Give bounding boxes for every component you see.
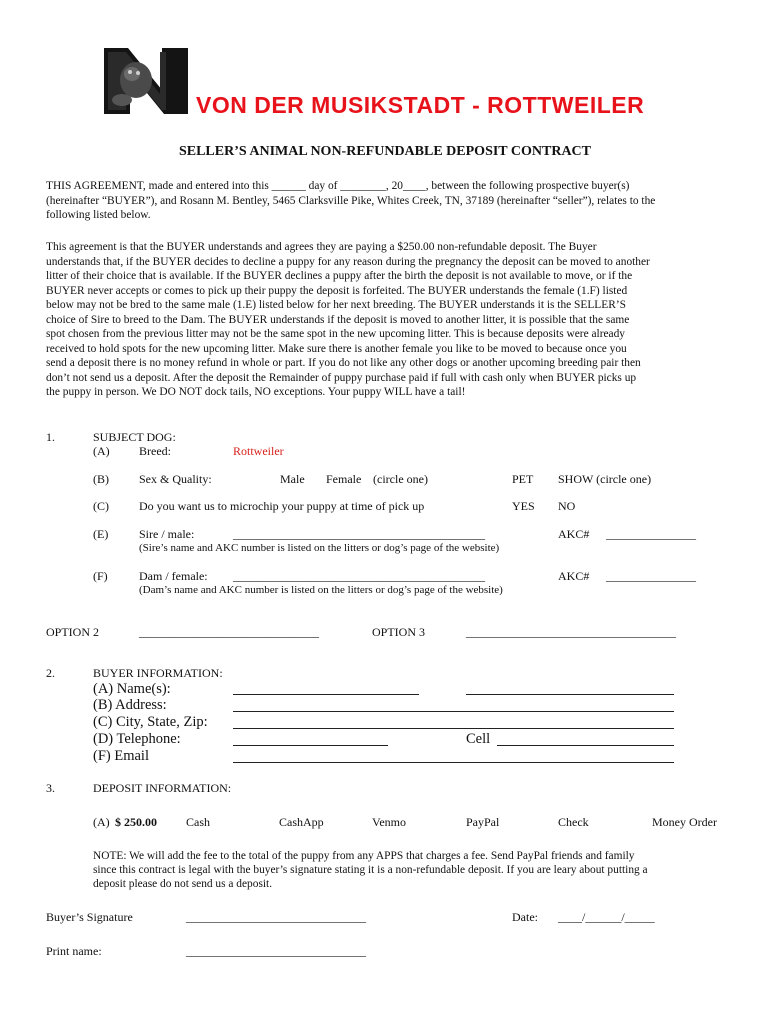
- name-label: (A) Name(s):: [93, 681, 171, 697]
- logo-n-graphic: [100, 44, 192, 118]
- section3-heading: DEPOSIT INFORMATION:: [93, 781, 232, 795]
- item-c-label: (C): [93, 499, 109, 513]
- breed-value: Rottweiler: [233, 444, 284, 458]
- male-option[interactable]: Male: [280, 472, 305, 486]
- agreement-line: the puppy in person. We DO NOT dock tails, NO exceptions. Your puppy WILL have a tail!: [46, 386, 466, 398]
- agreement-line: litter of their choice that is available. If the BUYER declines a puppy after the birth the deposit is not available to move, or if the: [46, 270, 633, 282]
- logo: [100, 44, 192, 118]
- sire-note: (Sire’s name and AKC number is listed on the litters or dog’s page of the website): [139, 542, 500, 554]
- option-3-field[interactable]: ___________________________________: [466, 625, 676, 639]
- circle-one-note: (circle one): [373, 472, 428, 486]
- item-f-label: (F): [93, 569, 108, 583]
- breed-label: Breed:: [139, 444, 171, 458]
- city-state-zip-label: (C) City, State, Zip:: [93, 714, 208, 730]
- dam-note: (Dam’s name and AKC number is listed on the litters or dog’s page of the website): [139, 584, 503, 596]
- intro-paragraph: [46, 179, 746, 223]
- option-2-field[interactable]: ______________________________: [139, 625, 319, 639]
- contract-title: SELLER’S ANIMAL NON-REFUNDABLE DEPOSIT CONTRACT: [178, 144, 592, 159]
- intro-line: THIS AGREEMENT, made and entered into this ______ day of ________, 20____, between the following prospective buyer(s): [46, 180, 630, 192]
- section2-number: 2.: [46, 666, 55, 680]
- cell-label: Cell: [466, 731, 491, 747]
- print-name-field[interactable]: ______________________________: [186, 944, 366, 958]
- intro-line: (hereinafter “BUYER”), and Rosann M. Bentley, 5465 Clarksville Pike, Whites Creek, TN, 37189 (hereinafter “seller”), relates to the: [46, 194, 656, 207]
- address-field[interactable]: [233, 711, 674, 712]
- address-label: (B) Address:: [93, 697, 167, 713]
- date-label: Date:: [512, 910, 538, 924]
- email-field[interactable]: [233, 762, 674, 763]
- payment-venmo[interactable]: Venmo: [372, 815, 406, 829]
- sire-label: Sire / male:: [139, 527, 195, 541]
- section1-number: 1.: [46, 430, 55, 444]
- sire-akc-field[interactable]: _______________: [606, 527, 696, 541]
- agreement-line: choice of Sire to breed to the Dam. The BUYER understands if the deposit is moved to another litter, it is possible that the same: [46, 313, 630, 326]
- agreement-line: understands that, if the BUYER decides to decline a puppy for any reason during the pregnancy the deposit can be moved to another: [46, 255, 650, 268]
- yes-option[interactable]: YES: [512, 499, 535, 513]
- telephone-field[interactable]: [233, 745, 388, 746]
- note-line: NOTE: We will add the fee to the total of the puppy from any APPS that charges a fee. Send PayPal friends and family: [93, 850, 635, 862]
- deposit-note: [93, 849, 753, 891]
- pet-option[interactable]: PET: [512, 472, 534, 486]
- item-e-label: (E): [93, 527, 109, 541]
- buyer-signature-field[interactable]: ______________________________: [186, 910, 366, 924]
- dam-name-field[interactable]: __________________________________________: [233, 569, 485, 583]
- brand-name: VON DER MUSIKSTADT - ROTTWEILER: [196, 92, 645, 118]
- deposit-amount: $ 250.00: [115, 815, 157, 829]
- agreement-line: don’t not send us a deposit. After the deposit the Remainder of puppy purchase paid if full with cash only when BUYER picks up: [46, 371, 637, 384]
- agreement-line: This agreement is that the BUYER understands and agrees they are paying a $250.00 non-refundable deposit. The Buyer: [46, 241, 597, 253]
- email-label: (F) Email: [93, 748, 149, 764]
- section1-heading: SUBJECT DOG:: [93, 430, 176, 444]
- option-3-label: OPTION 3: [372, 625, 425, 639]
- note-line: since this contract is legal with the buyer’s signature stating it is a non-refundable deposit. If you are leary about putting a: [93, 864, 648, 876]
- agreement-line: below may not be bred to the same male (1.E) listed below for her next breeding. The BUYER understands it is the SELLER’S: [46, 299, 626, 311]
- agreement-line: BUYER never accepts or comes to pick up their puppy the deposit is forfeited. The BUYER understands the female (1.F) listed: [46, 284, 628, 297]
- section2-heading: BUYER INFORMATION:: [93, 666, 223, 680]
- agreement-line: spot chosen from the previous litter may not be the same spot in the new upcoming litter. This is because deposits were already: [46, 328, 625, 340]
- cell-field[interactable]: [497, 745, 674, 746]
- payment-cashapp[interactable]: CashApp: [279, 815, 324, 829]
- female-option[interactable]: Female: [326, 472, 362, 486]
- no-option[interactable]: NO: [558, 499, 576, 513]
- payment-money-order[interactable]: Money Order: [652, 815, 717, 829]
- item-a-label: (A): [93, 444, 110, 458]
- date-field[interactable]: ____/______/_____: [558, 910, 655, 924]
- option-2-label: OPTION 2: [46, 625, 99, 639]
- name-field-2[interactable]: [466, 694, 674, 695]
- dam-label: Dam / female:: [139, 569, 208, 583]
- deposit-item-label: (A): [93, 815, 110, 829]
- sire-name-field[interactable]: __________________________________________: [233, 527, 485, 541]
- section3-number: 3.: [46, 781, 55, 795]
- print-name-label: Print name:: [46, 944, 102, 958]
- intro-line: following listed below.: [46, 209, 151, 221]
- note-line: deposit please do not send us a deposit.: [93, 878, 273, 890]
- item-b-label: (B): [93, 472, 109, 486]
- microchip-question: Do you want us to microchip your puppy at time of pick up: [139, 499, 425, 513]
- sex-quality-label: Sex & Quality:: [139, 472, 212, 486]
- payment-cash[interactable]: Cash: [186, 815, 210, 829]
- dam-akc-label: AKC#: [558, 569, 590, 583]
- dam-akc-field[interactable]: _______________: [606, 569, 696, 583]
- agreement-paragraph: [46, 240, 746, 400]
- telephone-label: (D) Telephone:: [93, 731, 181, 747]
- payment-paypal[interactable]: PayPal: [466, 815, 500, 829]
- payment-check[interactable]: Check: [558, 815, 589, 829]
- agreement-line: send a deposit there is no money refund in whole or part. If you do not like any other dogs or another upcoming breeding pair then: [46, 357, 641, 369]
- city-state-zip-field[interactable]: [233, 728, 674, 729]
- show-option[interactable]: SHOW (circle one): [558, 472, 652, 486]
- sire-akc-label: AKC#: [558, 527, 590, 541]
- name-field[interactable]: [233, 694, 419, 695]
- buyer-signature-label: Buyer’s Signature: [46, 910, 133, 924]
- agreement-line: received to hold spots for the new upcoming litter. Make sure there is another female you like to be moved to because once you: [46, 342, 627, 355]
